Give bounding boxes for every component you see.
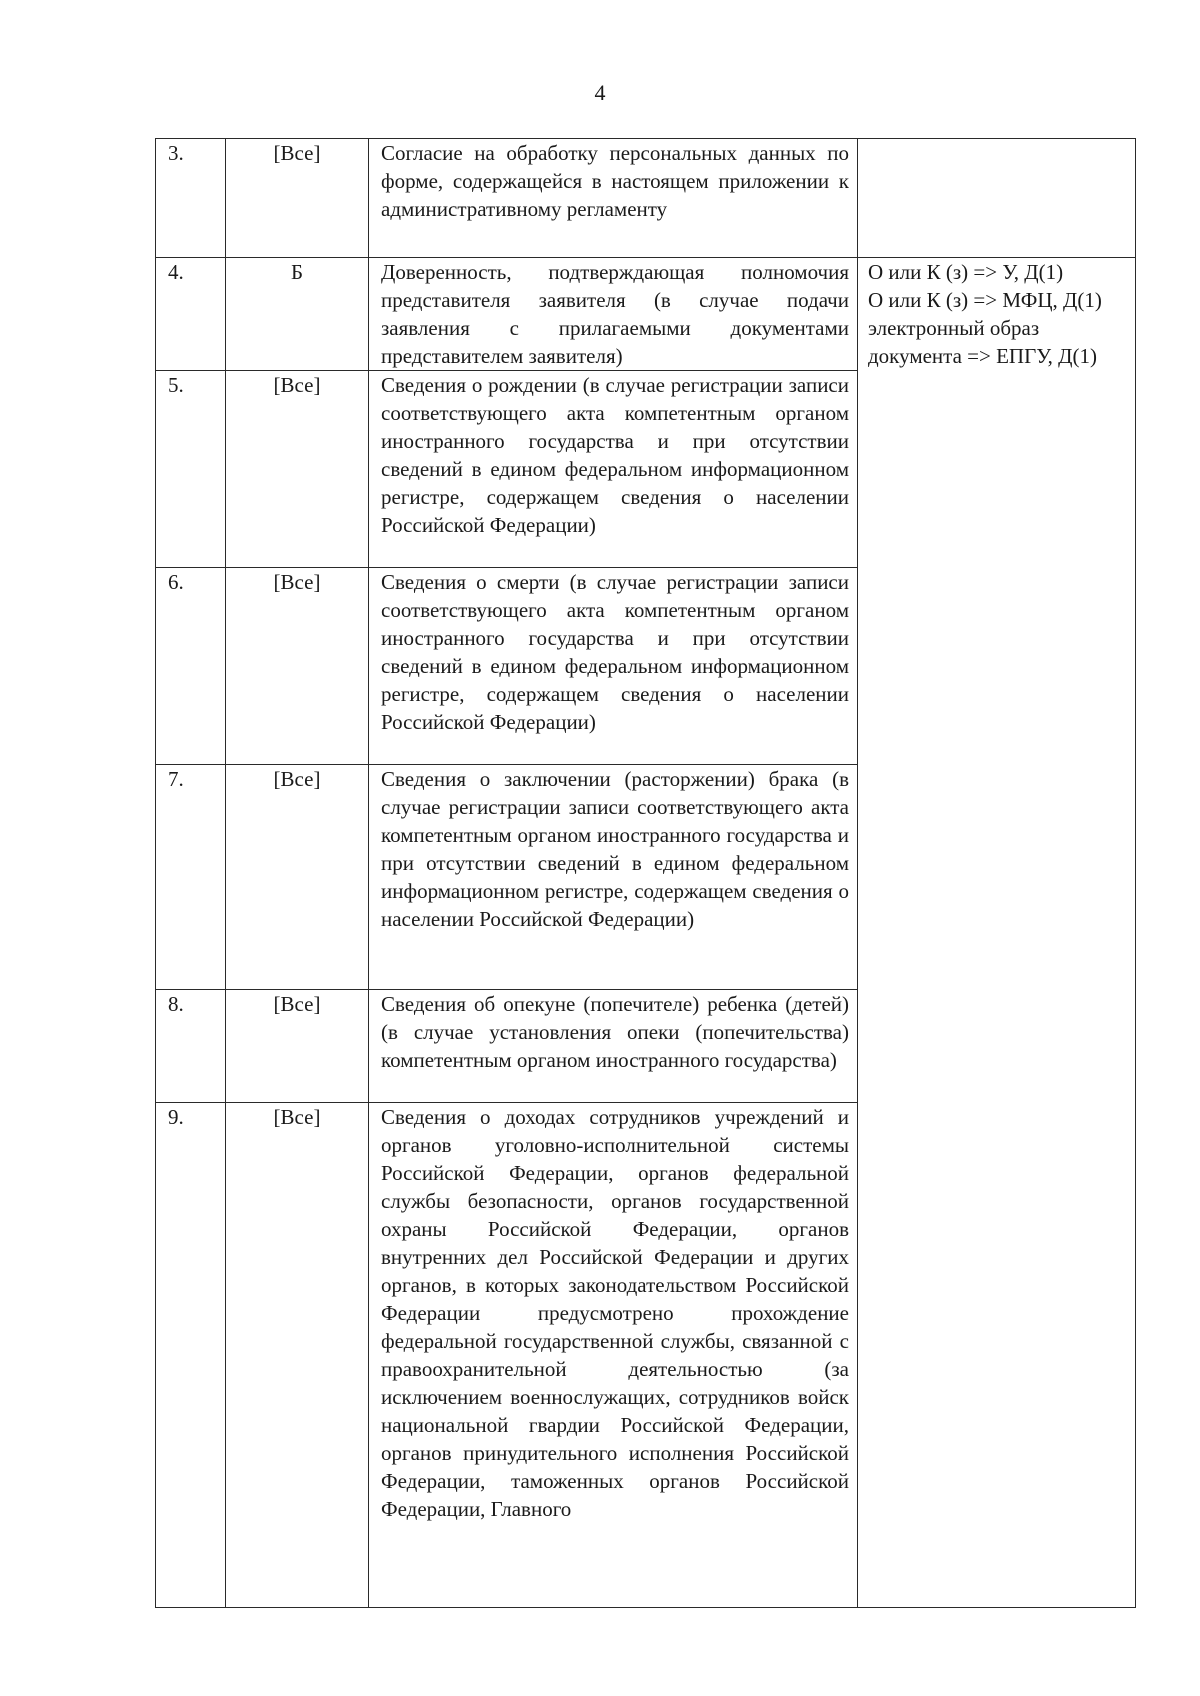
page-number: 4 (594, 80, 606, 105)
submission-method-line: документа => ЕПГУ, Д(1) (868, 344, 1097, 368)
applicant-category: [Все] (226, 765, 369, 990)
applicant-category: Б (226, 258, 369, 371)
submission-method-line: О или К (з) => У, Д(1) (868, 260, 1064, 284)
submission-method-line: электронный образ (868, 316, 1040, 340)
applicant-category: [Все] (226, 371, 369, 568)
document-description: Согласие на обработку персональных данных по форме, содержащейся в настоящем приложении к административному регламенту (369, 139, 858, 258)
row-number: 4. (156, 258, 226, 371)
row-number: 6. (156, 568, 226, 765)
document-description: Сведения о смерти (в случае регистрации записи соответствующего акта компетентным органом иностранного государства и при отсутствии сведений в едином федеральном информационном регистре, содержащем сведения о населении Российской Федерации) (369, 568, 858, 765)
document-description: Сведения о доходах сотрудников учреждений и органов уголовно-исполнительной системы Российской Федерации, органов федеральной службы безопасности, органов государственной охраны Российской Федерации, органов внутренних дел Российской Федерации и других органов, в которых законодательством Российской Федерации предусмотрено прохождение федеральной государственной службы, связанной с правоохранительной деятельностью (за исключением военнослужащих, сотрудников войск национальной гвардии Российской Федерации, органов принудительного исполнения Российской Федерации, таможенных органов Российской Федерации, Главного (369, 1103, 858, 1608)
applicant-category: [Все] (226, 1103, 369, 1608)
applicant-category: [Все] (226, 990, 369, 1103)
submission-method (858, 258, 1136, 1608)
document-description: Сведения о рождении (в случае регистрации записи соответствующего акта компетентным органом иностранного государства и при отсутствии сведений в едином федеральном информационном регистре, содержащем сведения о населении Российской Федерации) (369, 371, 858, 568)
submission-method-line: О или К (з) => МФЦ, Д(1) (868, 288, 1102, 312)
submission-method-empty (858, 139, 1136, 258)
applicant-category: [Все] (226, 568, 369, 765)
row-number: 7. (156, 765, 226, 990)
document-description: Сведения о заключении (расторжении) брака (в случае регистрации записи соответствующего акта компетентным органом иностранного государства и при отсутствии сведений в едином федеральном информационном регистре, содержащем сведения о населении Российской Федерации) (369, 765, 858, 990)
table-row (156, 139, 1136, 258)
row-number: 5. (156, 371, 226, 568)
row-number: 9. (156, 1103, 226, 1608)
document-description: Доверенность, подтверждающая полномочия представителя заявителя (в случае подачи заявления с прилагаемыми документами представителем заявителя) (369, 258, 858, 371)
row-number: 8. (156, 990, 226, 1103)
applicant-category: [Все] (226, 139, 369, 258)
document-description: Сведения об опекуне (попечителе) ребенка (детей) (в случае установления опеки (попечительства) компетентным органом иностранного государства) (369, 990, 858, 1103)
table-row (156, 258, 1136, 371)
documents-table (155, 138, 1136, 1608)
row-number: 3. (156, 139, 226, 258)
